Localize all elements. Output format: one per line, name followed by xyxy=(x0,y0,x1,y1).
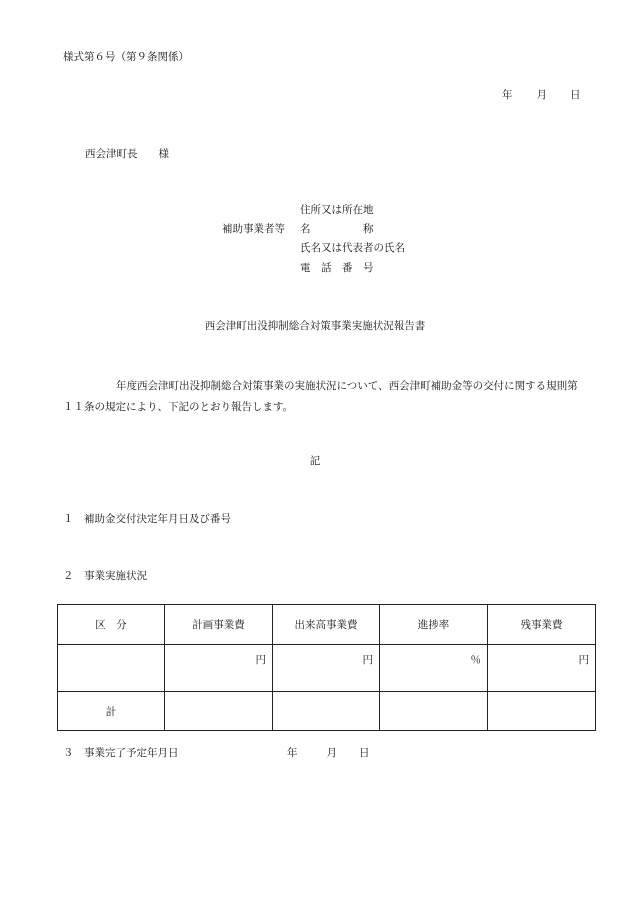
header-planned-cost: 計画事業費 xyxy=(165,605,273,645)
table-total-row xyxy=(58,692,596,731)
applicant-address-label: 住所又は所在地 xyxy=(300,204,374,216)
date-day: 日 xyxy=(570,89,581,101)
form-number: 様式第６号（第９条関係） xyxy=(63,51,189,63)
addressee-honorific: 様 xyxy=(158,148,169,160)
header-remaining-cost: 残事業費 xyxy=(488,605,596,645)
implementation-status-table xyxy=(57,604,596,731)
table-header-row xyxy=(58,605,596,645)
addressee-name: 西会津町長 xyxy=(85,148,138,160)
total-planned-cost-cell[interactable] xyxy=(165,692,273,731)
item-1-decision-date: １ 補助金交付決定年月日及び番号 xyxy=(63,513,231,525)
table-row xyxy=(58,645,596,692)
category-cell[interactable] xyxy=(58,645,165,692)
applicant-label: 補助事業者等 xyxy=(222,223,285,235)
header-actual-cost: 出来高事業費 xyxy=(273,605,380,645)
report-title: 西会津町出没抑制総合対策事業実施状況報告書 xyxy=(204,320,426,332)
planned-cost-cell[interactable]: 円 xyxy=(165,645,273,692)
total-progress-rate-cell[interactable] xyxy=(380,692,488,731)
header-category: 区 分 xyxy=(58,605,165,645)
completion-year: 年 xyxy=(287,747,298,759)
progress-rate-cell[interactable]: ％ xyxy=(380,645,488,692)
applicant-name-label: 名 称 xyxy=(300,223,374,235)
actual-cost-cell[interactable]: 円 xyxy=(273,645,380,692)
completion-month: 月 xyxy=(326,747,337,759)
item-3-completion-date: ３ 事業完了予定年月日 xyxy=(63,747,179,759)
total-label: 計 xyxy=(58,692,165,731)
report-body-text: 年度西会津町出没抑制総合対策事業の実施状況について、西会津町補助金等の交付に関する規則第１１条の規定により、下記のとおり報告します。 xyxy=(63,380,578,413)
date-month: 月 xyxy=(536,89,547,101)
report-date xyxy=(502,90,581,101)
total-actual-cost-cell[interactable] xyxy=(273,692,380,731)
completion-day: 日 xyxy=(359,747,370,759)
completion-date xyxy=(287,748,370,759)
addressee xyxy=(85,149,169,160)
ki-heading: 記 xyxy=(309,455,321,467)
remaining-cost-cell[interactable]: 円 xyxy=(488,645,596,692)
header-progress-rate: 進捗率 xyxy=(380,605,488,645)
total-remaining-cost-cell[interactable] xyxy=(488,692,596,731)
item-2-implementation-status: ２ 事業実施状況 xyxy=(63,570,147,582)
applicant-phone-label: 電 話 番 号 xyxy=(300,262,374,274)
applicant-representative-label: 氏名又は代表者の氏名 xyxy=(300,242,405,254)
date-year: 年 xyxy=(502,89,513,101)
